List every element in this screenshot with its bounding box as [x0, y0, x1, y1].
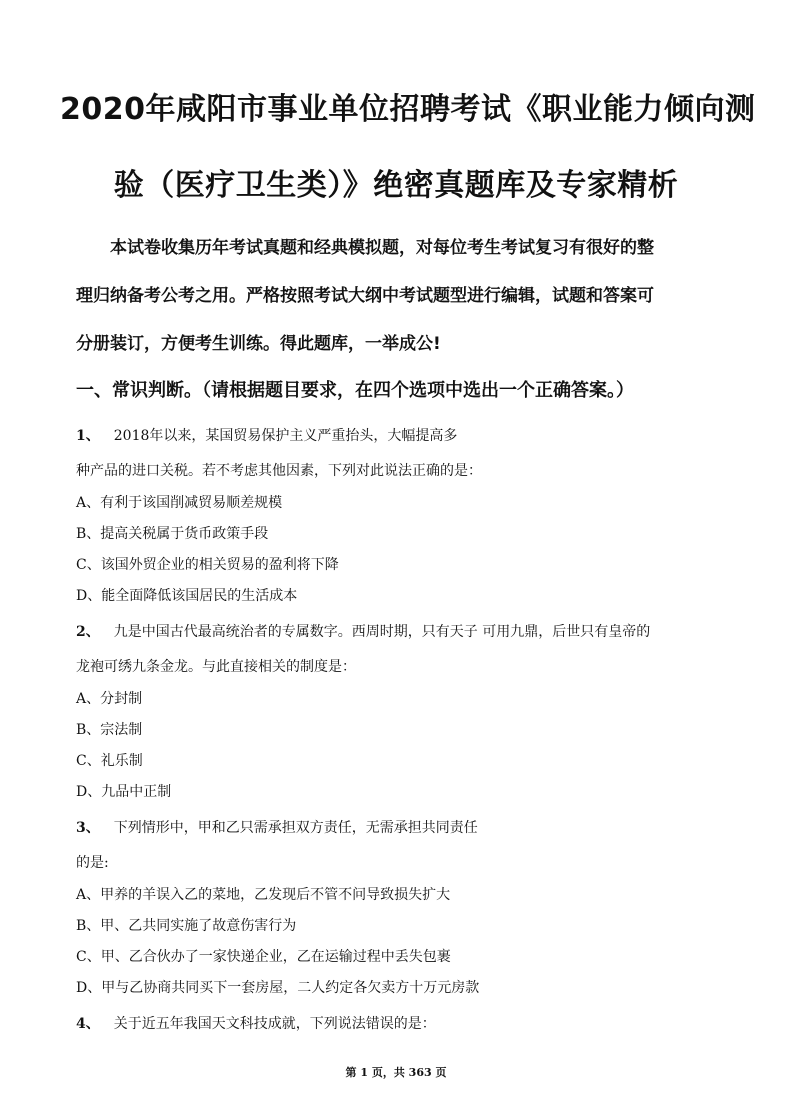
- question-2-option-a: A、分封制: [76, 691, 143, 707]
- question-3-option-c: C、甲、乙合伙办了一家快递企业，乙在运输过程中丢失包裹: [76, 949, 451, 965]
- question-3-option-b: B、甲、乙共同实施了故意伤害行为: [76, 918, 297, 934]
- title-line-2: 验（医疗卫生类）》绝密真题库及专家精析: [113, 168, 679, 203]
- question-1-stem-cont: 种产品的进口关税。若不考虑其他因素，下列对此说法正确的是：: [76, 463, 482, 479]
- question-3-option-d: D、甲与乙协商共同买下一套房屋，二人约定各欠卖方十万元房款: [76, 980, 480, 996]
- question-2-number: 2、: [76, 624, 100, 640]
- question-2-text: 九是中国古代最高统治者的专属数字。西周时期，只有天子 可用九鼎，后世只有皇帝的: [113, 624, 651, 640]
- page-footer: 第 1 页，共 363 页: [345, 1066, 447, 1079]
- question-3-text: 下列情形中，甲和乙只需承担双方责任，无需承担共同责任: [113, 820, 478, 836]
- question-1-option-c: C、该国外贸企业的相关贸易的盈利将下降: [76, 557, 339, 573]
- question-1-text: 2018年以来，某国贸易保护主义严重抬头，大幅提高多: [113, 428, 458, 444]
- question-2-option-c: C、礼乐制: [76, 753, 143, 769]
- question-1-number: 1、: [76, 428, 100, 444]
- question-3-stem: [76, 817, 478, 837]
- question-2-option-b: B、宗法制: [76, 722, 143, 738]
- question-1-option-d: D、能全面降低该国居民的生活成本: [76, 588, 298, 604]
- question-2-stem: [76, 621, 650, 641]
- question-2-stem-cont: 龙袍可绣九条金龙。与此直接相关的制度是：: [76, 659, 356, 675]
- question-1-stem: [76, 425, 457, 445]
- intro-line-3: 分册装订，方便考生训练。得此题库，一举成公!: [76, 334, 441, 354]
- section-heading: 一、常识判断。（请根据题目要求，在四个选项中选出一个正确答案。）: [76, 380, 634, 401]
- question-1-option-a: A、有利于该国削减贸易顺差规模: [76, 495, 283, 511]
- question-2-option-d: D、九品中正制: [76, 784, 172, 800]
- question-3-stem-cont: 的是:: [76, 855, 109, 871]
- question-4-number: 4、: [76, 1016, 100, 1032]
- intro-line-2: 理归纳备考公考之用。严格按照考试大纲中考试题型进行编辑，试题和答案可: [76, 286, 654, 306]
- question-3-number: 3、: [76, 820, 100, 836]
- question-1-option-b: B、提高关税属于货币政策手段: [76, 526, 269, 542]
- question-3-option-a: A、甲养的羊误入乙的菜地，乙发现后不管不问导致损失扩大: [76, 887, 451, 903]
- question-4-text: 关于近五年我国天文科技成就，下列说法错误的是：: [113, 1016, 436, 1032]
- title-line-1: 2020年咸阳市事业单位招聘考试《职业能力倾向测: [60, 92, 756, 127]
- question-4-stem: [76, 1013, 436, 1033]
- intro-line-1: 本试卷收集历年考试真题和经典模拟题，对每位考生考试复习有很好的整: [110, 238, 654, 258]
